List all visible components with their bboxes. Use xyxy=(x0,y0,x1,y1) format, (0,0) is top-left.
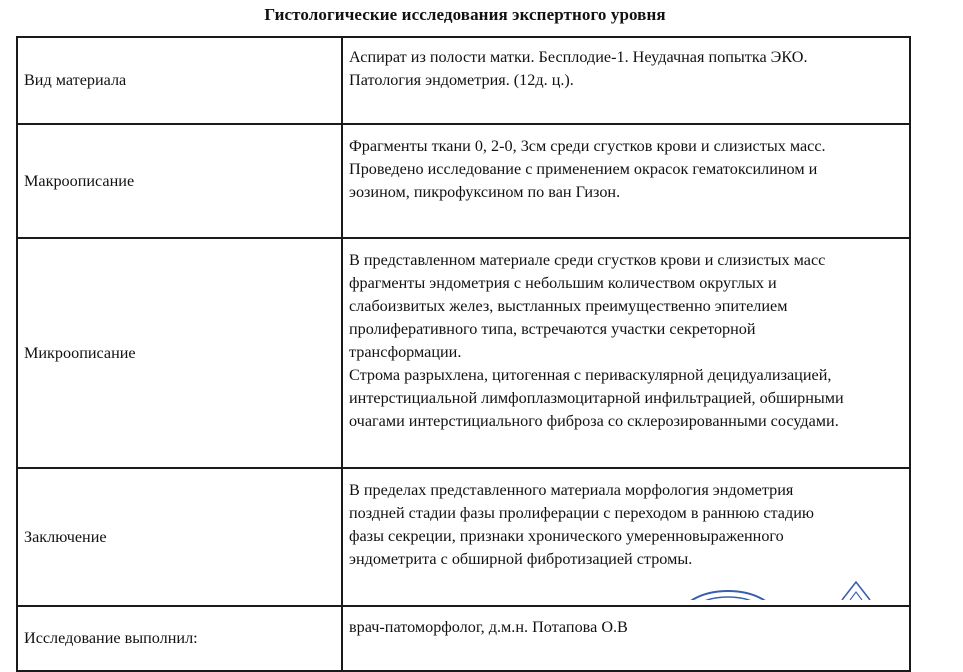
row-value-macro xyxy=(342,124,910,238)
report-table xyxy=(16,36,911,672)
row-label-material: Вид материала xyxy=(17,37,342,124)
table-row-material xyxy=(17,37,910,124)
row-value-micro xyxy=(342,238,910,468)
triangle-logo-icon xyxy=(842,582,870,600)
row-label-micro: Микроописание xyxy=(17,238,342,468)
stamp-area xyxy=(0,578,963,600)
performer-text: врач-патоморфолог, д.м.н. Потапова О.В xyxy=(349,618,628,636)
row-label-macro: Макроописание xyxy=(17,124,342,238)
table-row-macro xyxy=(17,124,910,238)
table-row-performer xyxy=(17,606,910,671)
macro-text: Фрагменты ткани 0, 2-0, 3см среди сгустков крови и слизистых масс. Проведено исследование с применением окрасок гематоксилином и эозином, пикрофуксином по ван Гизон. xyxy=(349,137,826,201)
row-label-performer: Исследование выполнил: xyxy=(17,606,342,671)
row-label-conclusion: Заключение xyxy=(17,468,342,606)
round-stamp-outer-icon xyxy=(680,591,776,600)
conclusion-text: В пределах представленного материала морфология эндометрия поздней стадии фазы пролиферации с переходом в раннюю стадию фазы секреции, признаки хронического умеренновыраженного эндометрита с обширной фибротизацией стромы. xyxy=(349,481,814,568)
micro-text: В представленном материале среди сгустков крови и слизистых масс фрагменты эндометрия с небольшим количеством округлых и слабоизвитых желез, выстланных преимущественно эпителием пролиферативного типа, встречаются участки секреторной трансформации. Строма разрыхлена, цитогенная с периваскулярной децидуализацией, интерстициальной лимфоплазмоцитарной инфильтрацией, обширными очагами интерстициального фиброза со склерозированными сосудами. xyxy=(349,251,844,430)
material-text: Аспират из полости матки. Бесплодие-1. Неудачная попытка ЭКО. Патология эндометрия. (12д. ц.). xyxy=(349,48,808,89)
triangle-logo-inner-icon xyxy=(850,592,862,600)
stamp-graphic xyxy=(0,578,963,600)
row-value-performer xyxy=(342,606,910,671)
document-title: Гистологические исследования экспертного уровня xyxy=(264,5,666,24)
row-value-material xyxy=(342,37,910,124)
table-row-micro xyxy=(17,238,910,468)
